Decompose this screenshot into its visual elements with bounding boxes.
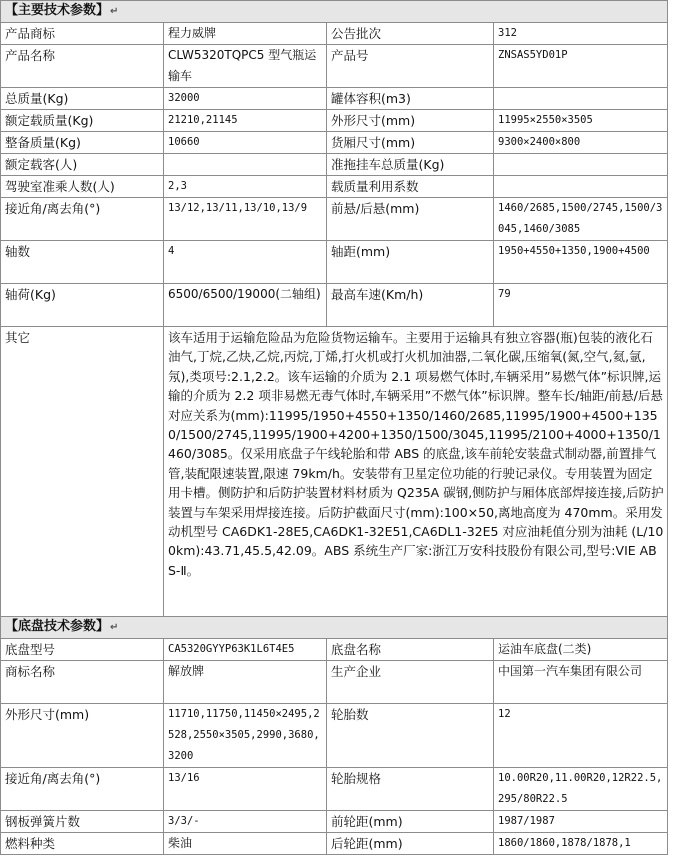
table-row-other	[1, 327, 668, 617]
value-cell: 4	[164, 241, 327, 284]
label-cell: 燃料种类	[1, 833, 164, 855]
value-cell	[494, 176, 668, 198]
label-cell: 罐体容积(m3)	[327, 88, 494, 110]
table-row	[1, 45, 668, 88]
label-cell: 轴距(mm)	[327, 241, 494, 284]
label-cell: 整备质量(Kg)	[1, 132, 164, 154]
value-cell: 1860/1860,1878/1878,1	[494, 833, 668, 855]
value-cell: 2,3	[164, 176, 327, 198]
label-cell: 生产企业	[327, 661, 494, 704]
value-cell: 11710,11750,11450×2495,2528,2550×3505,2990,3680,3200	[164, 704, 327, 768]
label-cell: 底盘型号	[1, 639, 164, 661]
value-cell: 11995×2550×3505	[494, 110, 668, 132]
value-cell: 6500/6500/19000(二轴组)	[164, 284, 327, 327]
label-cell: 驾驶室准乘人数(人)	[1, 176, 164, 198]
label-cell: 外形尺寸(mm)	[327, 110, 494, 132]
label-cell: 产品号	[327, 45, 494, 88]
value-cell: 10660	[164, 132, 327, 154]
label-cell: 轴荷(Kg)	[1, 284, 164, 327]
label-cell: 钢板弹簧片数	[1, 811, 164, 833]
value-cell	[164, 154, 327, 176]
label-cell: 轴数	[1, 241, 164, 284]
table-row	[1, 88, 668, 110]
section-header-chassis	[1, 617, 668, 639]
value-cell	[494, 154, 668, 176]
value-cell: 3/3/-	[164, 811, 327, 833]
value-cell: 运油车底盘(二类)	[494, 639, 668, 661]
table-row	[1, 132, 668, 154]
value-cell: 10.00R20,11.00R20,12R22.5,295/80R22.5	[494, 768, 668, 811]
label-cell: 轮胎规格	[327, 768, 494, 811]
value-cell: CLW5320TQPC5 型气瓶运输车	[164, 45, 327, 88]
value-cell: 中国第一汽车集团有限公司	[494, 661, 668, 704]
value-cell: 21210,21145	[164, 110, 327, 132]
description-cell: 该车适用于运输危险品为危险货物运输车。主要用于运输具有独立容器(瓶)包装的液化石油气,丁烷,乙炔,乙烷,丙烷,丁烯,打火机或打火机加油器,二氧化碳,压缩氧(氮,空气,氦,氩,氖),类项号:2.1,2.2。该车运输的介质为 2.1 项易燃气体时,车辆采用”易燃气体”标识牌,运输的介质为 2.2 项非易燃无毒气体时,车辆采用”不燃气体”标识牌。整车长/轴距/前悬/后悬对应关系为(mm):11995/1950+4550+1350/1460/2685,11995/1900+4500+1350/1500/2745,11995/1900+4200+1350/1500/3045,11995/2100+4000+1350/1460/3085。仅采用底盘子午线轮胎和带 ABS 的底盘,该车前轮安装盘式制动器,前置排气管,装配限速装置,限速 79km/h。安装带有卫星定位功能的行驶记录仪。专用装置为固定用卡槽。侧防护和后防护装置材料材质为 Q235A 碳钢,侧防护与厢体底部焊接连接,后防护装置与车架采用焊接连接。后防护截面尺寸(mm):100×50,离地高度为 470mm。采用发动机型号 CA6DK1-28E5,CA6DK1-32E51,CA6DL1-32E5 对应油耗值分别为油耗 (L/100km):43.71,45.5,42.09。ABS 系统生产厂家:浙江万安科技股份有限公司,型号:VIE ABS-Ⅱ。	[164, 327, 668, 617]
section-title: 【底盘技术参数】↵	[1, 617, 668, 639]
label-cell: 前轮距(mm)	[327, 811, 494, 833]
label-cell: 外形尺寸(mm)	[1, 704, 164, 768]
table-row	[1, 768, 668, 811]
table-row	[1, 811, 668, 833]
label-cell: 前悬/后悬(mm)	[327, 198, 494, 241]
value-cell: 程力威牌	[164, 23, 327, 45]
section-title: 【主要技术参数】↵	[1, 1, 668, 23]
label-cell: 额定载客(人)	[1, 154, 164, 176]
value-cell: 9300×2400×800	[494, 132, 668, 154]
value-cell: 1460/2685,1500/2745,1500/3045,1460/3085	[494, 198, 668, 241]
value-cell: 312	[494, 23, 668, 45]
label-cell: 接近角/离去角(°)	[1, 198, 164, 241]
label-cell: 最高车速(Km/h)	[327, 284, 494, 327]
label-cell: 轮胎数	[327, 704, 494, 768]
label-cell: 产品商标	[1, 23, 164, 45]
value-cell: CA5320GYYP63K1L6T4E5	[164, 639, 327, 661]
label-cell: 其它	[1, 327, 164, 617]
value-cell: 79	[494, 284, 668, 327]
label-cell: 接近角/离去角(°)	[1, 768, 164, 811]
label-cell: 准拖挂车总质量(Kg)	[327, 154, 494, 176]
table-row	[1, 198, 668, 241]
table-row	[1, 241, 668, 284]
value-cell: 解放牌	[164, 661, 327, 704]
label-cell: 总质量(Kg)	[1, 88, 164, 110]
table-row	[1, 639, 668, 661]
label-cell: 载质量利用系数	[327, 176, 494, 198]
value-cell: 1987/1987	[494, 811, 668, 833]
table-row	[1, 110, 668, 132]
value-cell: 12	[494, 704, 668, 768]
table-row	[1, 176, 668, 198]
label-cell: 后轮距(mm)	[327, 833, 494, 855]
value-cell	[494, 88, 668, 110]
label-cell: 公告批次	[327, 23, 494, 45]
label-cell: 底盘名称	[327, 639, 494, 661]
value-cell: 1950+4550+1350,1900+4500	[494, 241, 668, 284]
label-cell: 商标名称	[1, 661, 164, 704]
table-row	[1, 833, 668, 855]
value-cell: ZNSAS5YD01P	[494, 45, 668, 88]
value-cell: 32000	[164, 88, 327, 110]
value-cell: 柴油	[164, 833, 327, 855]
label-cell: 额定载质量(Kg)	[1, 110, 164, 132]
value-cell: 13/12,13/11,13/10,13/9	[164, 198, 327, 241]
section-header-main	[1, 1, 668, 23]
table-row	[1, 704, 668, 768]
table-row	[1, 661, 668, 704]
value-cell: 13/16	[164, 768, 327, 811]
table-row	[1, 23, 668, 45]
table-row	[1, 284, 668, 327]
table-row	[1, 154, 668, 176]
label-cell: 货厢尺寸(mm)	[327, 132, 494, 154]
label-cell: 产品名称	[1, 45, 164, 88]
